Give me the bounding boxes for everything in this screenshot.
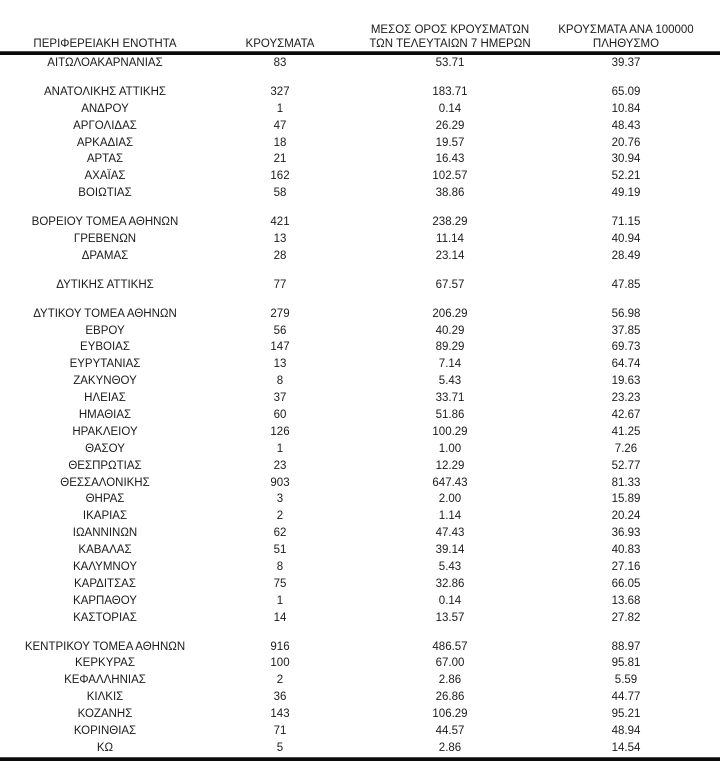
- region-cell: ΗΡΑΚΛΕΙΟΥ: [72, 425, 138, 438]
- table-row: [0, 55, 720, 72]
- region-cell: ΕΥΡΥΤΑΝΙΑΣ: [69, 358, 141, 371]
- avg-7day-cell: 486.57: [432, 640, 468, 653]
- region-cell: ΕΒΡΟΥ: [85, 324, 125, 337]
- table-row: [0, 277, 720, 294]
- region-cell: ΚΙΛΚΙΣ: [86, 691, 124, 704]
- cases-cell: 75: [273, 577, 287, 590]
- region-cell: ΑΝΑΤΟΛΙΚΗΣ ΑΤΤΙΚΗΣ: [43, 85, 166, 98]
- region-cell: ΗΛΕΙΑΣ: [84, 392, 126, 405]
- table-row: [0, 373, 720, 390]
- table-row: [0, 214, 720, 231]
- table-row: [0, 559, 720, 576]
- group-spacer: [0, 202, 720, 214]
- per-100k-cell: 20.76: [611, 136, 641, 149]
- per-100k-cell: 37.85: [611, 324, 641, 337]
- region-cell: ΕΥΒΟΙΑΣ: [80, 341, 130, 354]
- avg-7day-cell: 38.86: [435, 187, 465, 200]
- region-cell: ΑΡΓΟΛΙΔΑΣ: [73, 119, 137, 132]
- per-100k-cell: 13.68: [611, 594, 641, 607]
- table-row: [0, 491, 720, 508]
- avg-7day-cell: 89.29: [435, 341, 465, 354]
- avg-7day-cell: 12.29: [435, 459, 465, 472]
- header-avg-7day: [350, 23, 550, 51]
- region-cell: ΚΑΡΠΑΘΟΥ: [73, 594, 137, 607]
- avg-7day-cell: 0.14: [438, 102, 462, 115]
- header-avg-7day-line1: ΜΕΣΟΣ ΟΡΟΣ ΚΡΟΥΣΜΑΤΩΝ: [370, 24, 530, 36]
- region-cell: ΑΝΔΡΟΥ: [81, 102, 129, 115]
- cases-cell: 916: [270, 640, 290, 653]
- cases-cell: 100: [270, 657, 290, 670]
- per-100k-cell: 52.21: [611, 170, 641, 183]
- region-cell: ΘΕΣΠΡΩΤΙΑΣ: [68, 459, 142, 472]
- avg-7day-cell: 2.00: [438, 493, 462, 506]
- header-avg-7day-line2: ΤΩΝ ΤΕΛΕΥΤΑΙΩΝ 7 ΗΜΕΡΩΝ: [369, 38, 531, 50]
- region-cell: ΙΚΑΡΙΑΣ: [82, 510, 128, 523]
- per-100k-cell: 36.93: [611, 527, 641, 540]
- table-row: [0, 441, 720, 458]
- cases-cell: 13: [273, 358, 287, 371]
- table-row: [0, 542, 720, 559]
- region-cell: ΑΡΤΑΣ: [86, 153, 124, 166]
- per-100k-cell: 48.43: [611, 119, 641, 132]
- region-cell: ΙΩΑΝΝΙΝΩΝ: [72, 527, 138, 540]
- per-100k-cell: 40.83: [611, 544, 641, 557]
- per-100k-cell: 30.94: [611, 153, 641, 166]
- cases-cell: 162: [270, 170, 290, 183]
- region-cell: ΒΟΙΩΤΙΑΣ: [78, 187, 132, 200]
- cases-cell: 83: [273, 56, 287, 69]
- per-100k-cell: 88.97: [611, 640, 641, 653]
- per-100k-cell: 7.26: [614, 442, 638, 455]
- table-row: [0, 458, 720, 475]
- per-100k-cell: 49.19: [611, 187, 641, 200]
- table-row: [0, 689, 720, 706]
- region-cell: ΚΑΡΔΙΤΣΑΣ: [74, 577, 136, 590]
- cases-cell: 36: [273, 691, 287, 704]
- per-100k-cell: 44.77: [611, 691, 641, 704]
- table-row: [0, 118, 720, 135]
- table-row: [0, 168, 720, 185]
- header-region: [0, 23, 210, 51]
- table-row: [0, 185, 720, 202]
- cases-cell: 77: [273, 278, 287, 291]
- region-cell: ΔΥΤΙΚΟΥ ΤΟΜΕΑ ΑΘΗΝΩΝ: [33, 307, 177, 320]
- region-cell: ΚΟΡΙΝΘΙΑΣ: [73, 725, 137, 737]
- per-100k-cell: 52.77: [611, 459, 641, 472]
- avg-7day-cell: 67.57: [435, 278, 465, 291]
- per-100k-cell: 66.05: [611, 577, 641, 590]
- region-cell: ΖΑΚΥΝΘΟΥ: [73, 375, 137, 388]
- table-row: [0, 84, 720, 101]
- table-row: [0, 508, 720, 525]
- region-cell: ΔΡΑΜΑΣ: [81, 249, 129, 262]
- region-cell: ΑΙΤΩΛΟΑΚΑΡΝΑΝΙΑΣ: [47, 56, 163, 69]
- group-spacer: [0, 265, 720, 277]
- table-row: [0, 390, 720, 407]
- group-spacer: [0, 72, 720, 84]
- region-cell: ΚΕΦΑΛΛΗΝΙΑΣ: [64, 674, 146, 687]
- avg-7day-cell: 32.86: [435, 577, 465, 590]
- cases-cell: 1: [276, 442, 284, 455]
- avg-7day-cell: 44.57: [435, 725, 465, 737]
- table-row: [0, 424, 720, 441]
- avg-7day-cell: 1.14: [438, 510, 462, 523]
- avg-7day-cell: 19.57: [435, 136, 465, 149]
- avg-7day-cell: 5.43: [438, 375, 462, 388]
- per-100k-cell: 10.84: [611, 102, 641, 115]
- per-100k-cell: 14.54: [611, 741, 641, 754]
- cases-cell: 2: [276, 674, 284, 687]
- bottom-rule: [0, 757, 720, 761]
- table-row: [0, 672, 720, 689]
- avg-7day-cell: 106.29: [432, 708, 468, 721]
- region-cell: ΗΜΑΘΙΑΣ: [78, 408, 132, 421]
- cases-cell: 903: [270, 476, 290, 489]
- table-row: [0, 525, 720, 542]
- region-cell: ΓΡΕΒΕΝΩΝ: [73, 232, 137, 245]
- per-100k-cell: 39.37: [611, 56, 641, 69]
- cases-cell: 28: [273, 249, 287, 262]
- region-cell: ΑΧΑΪΑΣ: [84, 170, 126, 183]
- cases-cell: 147: [270, 341, 290, 354]
- per-100k-cell: 40.94: [611, 232, 641, 245]
- per-100k-cell: 81.33: [611, 476, 641, 489]
- table-header: [0, 0, 720, 51]
- cases-cell: 143: [270, 708, 290, 721]
- avg-7day-cell: 26.29: [435, 119, 465, 132]
- region-cell: ΚΟΖΑΝΗΣ: [77, 708, 133, 721]
- per-100k-cell: 5.59: [614, 674, 638, 687]
- header-per-100k: [550, 23, 720, 51]
- region-cell: ΒΟΡΕΙΟΥ ΤΟΜΕΑ ΑΘΗΝΩΝ: [31, 216, 179, 229]
- cases-cell: 14: [273, 611, 287, 624]
- cases-cell: 1: [276, 102, 284, 115]
- group-spacer: [0, 627, 720, 639]
- avg-7day-cell: 183.71: [432, 85, 468, 98]
- cases-cell: 23: [273, 459, 287, 472]
- avg-7day-cell: 33.71: [435, 392, 465, 405]
- region-cell: ΚΕΡΚΥΡΑΣ: [75, 657, 135, 670]
- avg-7day-cell: 5.43: [438, 560, 462, 573]
- avg-7day-cell: 53.71: [435, 56, 465, 69]
- region-cell: ΑΡΚΑΔΙΑΣ: [76, 136, 134, 149]
- per-100k-cell: 20.24: [611, 510, 641, 523]
- region-cell: ΚΑΒΑΛΑΣ: [78, 544, 132, 557]
- table-row: [0, 706, 720, 723]
- per-100k-cell: 27.82: [611, 611, 641, 624]
- table-row: [0, 475, 720, 492]
- table-row: [0, 339, 720, 356]
- table-row: [0, 231, 720, 248]
- table-row: [0, 101, 720, 118]
- table-row: [0, 656, 720, 673]
- table-row: [0, 723, 720, 740]
- table-row: [0, 610, 720, 627]
- avg-7day-cell: 11.14: [436, 232, 464, 245]
- per-100k-cell: 56.98: [611, 307, 641, 320]
- header-cases-label: ΚΡΟΥΣΜΑΤΑ: [245, 38, 315, 50]
- avg-7day-cell: 16.43: [435, 153, 465, 166]
- table-row: [0, 356, 720, 373]
- avg-7day-cell: 1.00: [438, 442, 462, 455]
- region-cell: ΚΩ: [96, 741, 114, 754]
- table-row: [0, 407, 720, 424]
- cases-cell: 421: [270, 216, 290, 229]
- avg-7day-cell: 238.29: [432, 216, 468, 229]
- region-cell: ΚΕΝΤΡΙΚΟΥ ΤΟΜΕΑ ΑΘΗΝΩΝ: [24, 640, 186, 653]
- region-cell: ΘΑΣΟΥ: [85, 442, 125, 455]
- avg-7day-cell: 39.14: [435, 544, 465, 557]
- table-row: [0, 740, 720, 757]
- per-100k-cell: 95.81: [611, 657, 641, 670]
- per-100k-cell: 64.74: [611, 358, 641, 371]
- avg-7day-cell: 0.14: [438, 594, 462, 607]
- per-100k-cell: 19.63: [611, 375, 641, 388]
- cases-cell: 18: [273, 136, 287, 149]
- region-cell: ΘΗΡΑΣ: [85, 493, 125, 506]
- group-spacer: [0, 294, 720, 306]
- table-row: [0, 151, 720, 168]
- cases-cell: 60: [273, 408, 287, 421]
- header-cases: [210, 23, 350, 51]
- per-100k-cell: 48.94: [611, 725, 641, 737]
- per-100k-cell: 69.73: [611, 341, 641, 354]
- header-region-label: ΠΕΡΙΦΕΡΕΙΑΚΗ ΕΝΟΤΗΤΑ: [33, 38, 177, 50]
- cases-cell: 37: [273, 392, 287, 405]
- cases-cell: 2: [276, 510, 284, 523]
- table-row: [0, 135, 720, 152]
- cases-cell: 13: [273, 232, 287, 245]
- per-100k-cell: 65.09: [611, 85, 641, 98]
- avg-7day-cell: 102.57: [432, 170, 468, 183]
- per-100k-cell: 95.21: [611, 708, 641, 721]
- cases-cell: 279: [270, 307, 290, 320]
- header-per-100k-line1: ΚΡΟΥΣΜΑΤΑ ΑΝΑ 100000: [558, 24, 694, 36]
- avg-7day-cell: 40.29: [435, 324, 465, 337]
- table-row: [0, 306, 720, 323]
- per-100k-cell: 42.67: [611, 408, 641, 421]
- avg-7day-cell: 7.14: [438, 358, 462, 371]
- cases-cell: 8: [276, 560, 284, 573]
- table-row: [0, 639, 720, 656]
- per-100k-cell: 71.15: [611, 216, 641, 229]
- table-row: [0, 248, 720, 265]
- cases-cell: 327: [270, 85, 290, 98]
- cases-cell: 62: [273, 527, 287, 540]
- avg-7day-cell: 13.57: [435, 611, 465, 624]
- cases-cell: 56: [273, 324, 287, 337]
- cases-cell: 3: [276, 493, 284, 506]
- cases-cell: 126: [270, 425, 290, 438]
- avg-7day-cell: 47.43: [435, 527, 465, 540]
- table-body: [0, 55, 720, 757]
- table-row: [0, 593, 720, 610]
- cases-cell: 47: [273, 119, 287, 132]
- avg-7day-cell: 647.43: [432, 476, 468, 489]
- cases-cell: 21: [273, 153, 287, 166]
- region-cell: ΚΑΛΥΜΝΟΥ: [73, 560, 137, 573]
- avg-7day-cell: 67.00: [435, 657, 465, 670]
- cases-cell: 58: [273, 187, 287, 200]
- table-row: [0, 576, 720, 593]
- cases-cell: 8: [276, 375, 284, 388]
- avg-7day-cell: 100.29: [432, 425, 468, 438]
- per-100k-cell: 41.25: [611, 425, 641, 438]
- region-cell: ΔΥΤΙΚΗΣ ΑΤΤΙΚΗΣ: [56, 278, 154, 291]
- avg-7day-cell: 23.14: [435, 249, 465, 262]
- cases-cell: 5: [276, 741, 284, 754]
- per-100k-cell: 28.49: [611, 249, 641, 262]
- cases-cell: 71: [273, 725, 287, 737]
- avg-7day-cell: 206.29: [432, 307, 468, 320]
- cases-cell: 1: [276, 594, 284, 607]
- table-row: [0, 323, 720, 340]
- header-per-100k-line2: ΠΛΗΘΥΣΜΟ: [592, 38, 660, 50]
- avg-7day-cell: 2.86: [438, 741, 462, 754]
- avg-7day-cell: 26.86: [435, 691, 465, 704]
- per-100k-cell: 47.85: [611, 278, 641, 291]
- region-cell: ΘΕΣΣΑΛΟΝΙΚΗΣ: [60, 476, 150, 489]
- avg-7day-cell: 51.86: [435, 408, 465, 421]
- per-100k-cell: 27.16: [611, 560, 641, 573]
- per-100k-cell: 15.89: [611, 493, 641, 506]
- region-cell: ΚΑΣΤΟΡΙΑΣ: [73, 611, 137, 624]
- avg-7day-cell: 2.86: [438, 674, 462, 687]
- per-100k-cell: 23.23: [611, 392, 641, 405]
- cases-cell: 51: [273, 544, 287, 557]
